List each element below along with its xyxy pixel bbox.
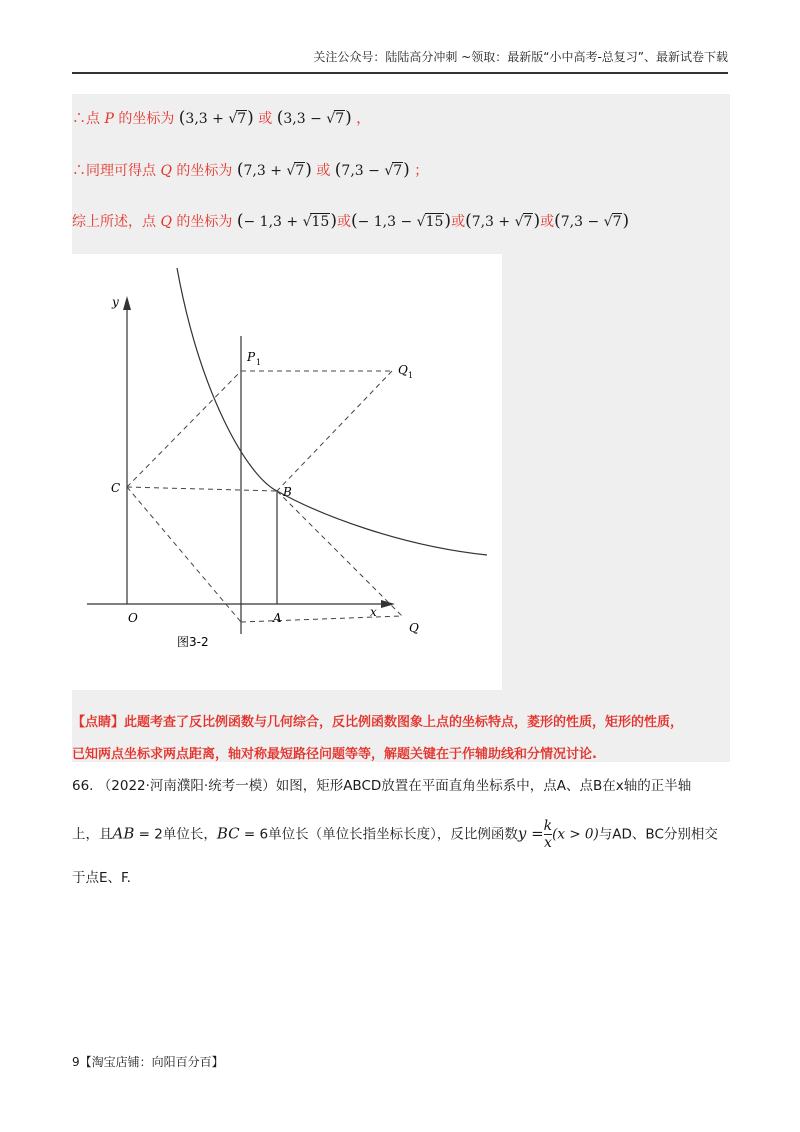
page-header: 关注公众号：陆陆高分冲刺 ~领取：最新版“小中高考-总复习”、最新试卷下载 (72, 48, 728, 74)
coord: 7,3 − (560, 214, 604, 230)
page-footer: 9【淘宝店铺：向阳百分百】 (72, 1055, 224, 1069)
question-line-1: 66. （2022·河南濮阳·统考一模）如图，矩形ABCD放置在平面直角坐标系中，点A、点B在x轴的正半轴 (72, 778, 692, 794)
label-q1: Q (398, 363, 408, 377)
answer-line-3: 综上所述，点 Q 的坐标为 (− 1,3 + √15)或(− 1,3 − √15)或(7,3 + √7)或(7,3 − √7) (72, 211, 630, 231)
point-var: P (104, 111, 114, 127)
text: ∴点 (72, 111, 100, 127)
hyperbola-curve (177, 268, 487, 555)
math-ab: AB (112, 824, 135, 843)
text: 上，且 (72, 826, 113, 843)
label-c: C (111, 481, 121, 495)
question-line-2 (72, 818, 718, 851)
text: 与AD、BC分别相交 (598, 826, 718, 843)
coord: − 1,3 + (243, 214, 303, 230)
radicand: 15 (425, 214, 444, 230)
radicand: 7 (295, 163, 305, 179)
math-y: y = (517, 824, 544, 843)
figure-caption: 图3-2 (177, 635, 209, 649)
or-word: 或 (336, 214, 351, 230)
label-x: x (370, 605, 377, 619)
or-word: 或 (540, 214, 555, 230)
coord: 3,3 − (283, 111, 327, 127)
punct: ； (414, 163, 429, 179)
or-word: 或 (258, 111, 273, 127)
label-b: B (283, 485, 292, 499)
label-p1-sub: 1 (256, 358, 262, 367)
figure-svg (72, 254, 502, 690)
text: 综上所述，点 (72, 214, 156, 230)
radicand: 7 (393, 163, 403, 179)
radicand: 7 (237, 111, 247, 127)
math-cond: (x > 0) (552, 826, 599, 843)
radicand: 7 (523, 214, 533, 230)
math-bc: BC (216, 824, 240, 843)
or-word: 或 (316, 163, 331, 179)
geometry-figure (72, 254, 502, 690)
label-q: Q (409, 621, 419, 635)
or-word: 或 (451, 214, 466, 230)
label-a: A (273, 611, 282, 625)
comment-line-1: 【点睛】此题考查了反比例函数与几何综合，反比例函数图象上点的坐标特点，菱形的性质，矩形的性质， (72, 715, 684, 730)
y-axis-arrow (123, 296, 131, 310)
text: 的坐标为 (118, 111, 175, 127)
text: ∴同理可得点 (72, 163, 156, 179)
label-y: y (112, 295, 119, 309)
radicand: 7 (335, 111, 345, 127)
text: 的坐标为 (176, 214, 233, 230)
coord: 7,3 + (243, 163, 287, 179)
coord: 3,3 + (185, 111, 229, 127)
coord: − 1,3 − (357, 214, 417, 230)
text: = 6单位长（单位长指坐标长度），反比例函数 (239, 826, 518, 843)
label-p1: P (247, 350, 256, 364)
dashed-lines (127, 371, 402, 622)
radicand: 7 (612, 214, 622, 230)
question-line-3: 于点E、F. (72, 870, 131, 886)
frac-den: x (543, 835, 552, 851)
comment-line-2: 已知两点坐标求两点距离，轴对称最短路径问题等等，解题关键在于作辅助线和分情况讨论. (72, 747, 597, 762)
label-o: O (128, 611, 138, 625)
coord: 7,3 + (471, 214, 515, 230)
answer-line-1: ∴点 P 的坐标为 (3,3 + √7) 或 (3,3 − √7) ， (72, 108, 371, 128)
radicand: 15 (311, 214, 330, 230)
label-q1-sub: 1 (408, 371, 414, 380)
fraction-k-over-x (544, 818, 552, 851)
punct: ， (356, 111, 371, 127)
answer-line-2: ∴同理可得点 Q 的坐标为 (7,3 + √7) 或 (7,3 − √7) ； (72, 160, 429, 180)
text: 的坐标为 (176, 163, 233, 179)
text: = 2单位长， (134, 826, 217, 843)
point-var: Q (160, 214, 172, 230)
frac-num: k (543, 818, 553, 834)
coord: 7,3 − (341, 163, 385, 179)
point-var: Q (160, 163, 172, 179)
